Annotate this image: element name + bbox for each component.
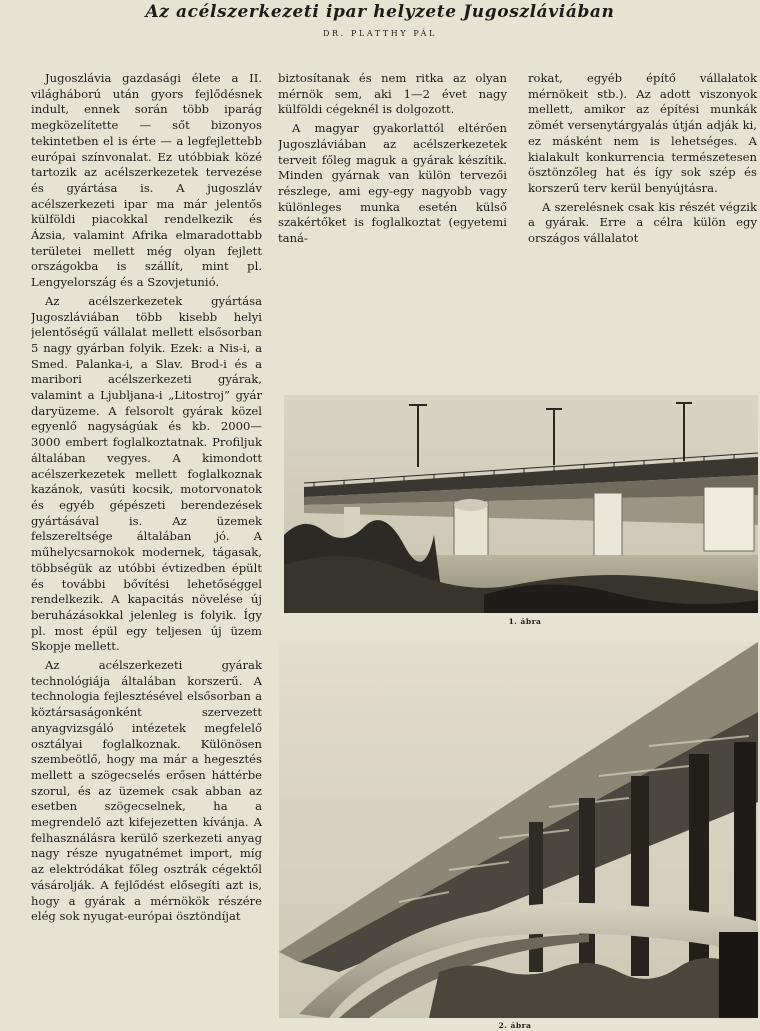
bridge-side-view-image: [284, 395, 758, 613]
paragraph: A magyar gyakorlattól eltérően Jugoszláviában az acélszerkezetek terveit főleg maguk a gyárak készítik. Minden gyárnak van külön tervezői részlege, ami egy-egy nagyobb vagy különleges munka esetén külső szakértőket is foglalkoztat (egyetemi taná-: [278, 121, 507, 246]
bridge-underside-image: [279, 642, 758, 1018]
text-column-2: [278, 71, 507, 271]
article-title: Az acélszerkezeti ipar helyzete Jugoszláviában: [145, 2, 615, 22]
text-column-3: [528, 71, 757, 271]
article-author: DR. PLATTHY PÁL: [323, 29, 437, 38]
paragraph: Az acélszerkezetek gyártása Jugoszláviában több kisebb helyi jelentőségű vállalat mellett elsősorban 5 nagy gyárban folyik. Ezek: a Nis-i, a Smed. Palanka-i, a Slav. Brod-i és a maribori acélszerkezeti gyárak, valamint a Ljubljana-i „Litostroj” gyár darуüzeme. A felsorolt gyárak közel egyenlő nagyságúak és kb. 2000—3000 embert foglalkoztatnak. Profiljuk általában vegyes. A kimondott acélszerkezetek mellett foglalkoznak kazánok, vasúti kocsik, motorvonatok és egyéb gépészeti berendezések gyártásával is. Az üzemek felszereltsége általában jó. A műhelycsarnokok modernek, tágasak, többségük az utóbbi évtizedben épült és további bővítési lehetőséggel rendelkezik. A kapacitás növelése új beruházásokkal jelenleg is folyik. Így pl. most épül egy teljesen új üzem Skopje mellett.: [31, 293, 262, 654]
paragraph: Az acélszerkezeti gyárak technológiája általában korszerű. A technologia fejlesztésével elsősorban a köztársaságonként szervezett anyagvizsgáló intézetek megfelelő osztályai foglalkoznak. Különösen szembeötlő, hogy ma már a hegesztés mellett a szögecselés erősen háttérbe szorul, és az üzemek csak abban az esetben szögecselnek, ha a megrendelő azt kifejezetten kívánja. A felhasználásra kerülő szerkezeti anyag nagy része nyugatnémet import, míg az elektródákat főleg osztrák cégektől vásárolják. A fejlődést elősegíti azt is, hogy a gyárak a mérnökök részére elég sok nyugat-európai ösztöndíjat: [31, 658, 262, 924]
figure-caption-1: 1. ábra: [508, 617, 542, 626]
paragraph: biztosítanak és nem ritka az olyan mérnök sem, aki 1—2 évet nagy külföldi cégeknél is dolgozott.: [278, 71, 507, 117]
bridge-photo-2: [279, 642, 758, 1018]
paragraph: A szerelésnek csak kis részét végzik a gyárak. Erre a célra külön egy országos vállalatot: [528, 199, 757, 246]
text-column-1: [31, 71, 262, 1031]
paragraph: Jugoszlávia gazdasági élete a II. világháború után gyors fejlődésnek indult, ennek során több iparág megközelítette — sőt bizonyos tekintetben el is érte — a legfejlettebb európai színvonalat. Ez utóbbiak közé tartozik az acélszerkezetek tervezése és gyártása is. A jugoszláv acélszerkezeti ipar ma már jelentős külföldi piacokkal rendelkezik és Ázsia, valamint Afrika elmaradottabb területei mellett még olyan fejlett országokba is szállít, mint pl. Lengyelország és a Szovjetunió.: [31, 71, 262, 290]
bridge-photo-1: [284, 395, 758, 613]
figure-caption-2: 2. ábra: [498, 1021, 532, 1030]
paragraph: rokat, egyéb építő vállalatok mérnökeit stb.). Az adott viszonyok mellett, amikor az építési munkák zömét versenytárgyalás útján adják ki, ez másként nem is lehetséges. A kialakult konkurrencia természetesen ösztönzőleg hat és így sok szép és korszerű terv kerül benyújtásra.: [528, 71, 757, 195]
